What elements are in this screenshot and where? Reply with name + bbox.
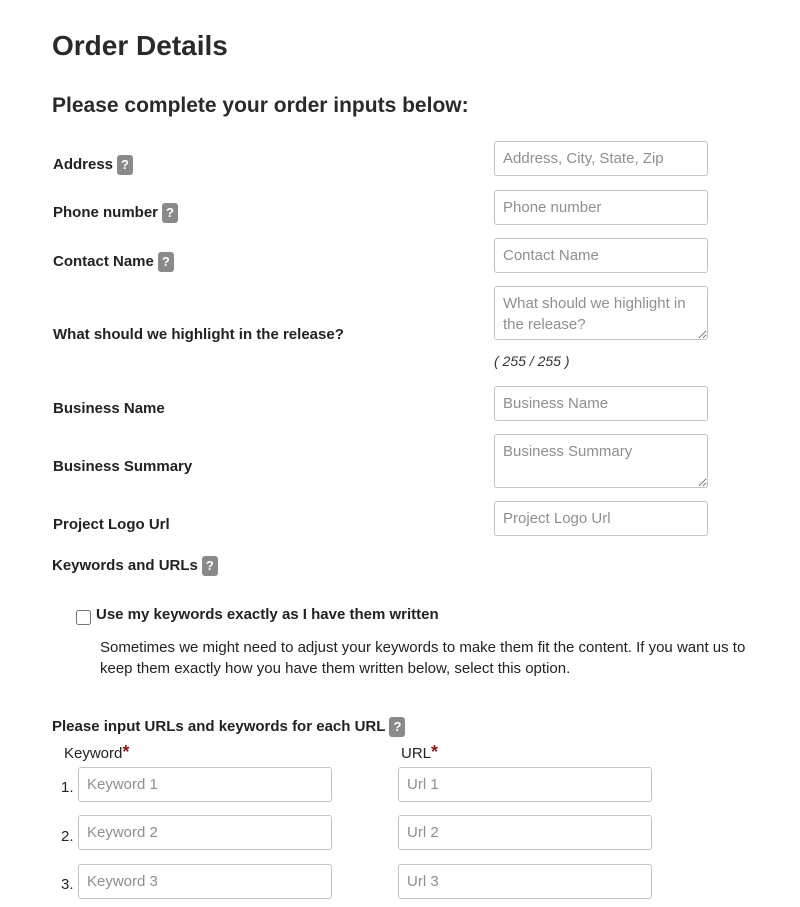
business-summary-textarea[interactable]: [494, 434, 708, 488]
contact-help-icon[interactable]: ?: [158, 252, 174, 272]
row-number: 3.: [61, 876, 74, 893]
business-name-label: Business Name: [53, 400, 165, 417]
keywords-help-icon[interactable]: ?: [202, 556, 218, 576]
exact-keywords-label[interactable]: Use my keywords exactly as I have them written: [96, 606, 439, 623]
keywords-section-label: [52, 556, 218, 576]
contact-name-input[interactable]: [494, 238, 708, 273]
url-keyword-table-label-text: Please input URLs and keywords for each URL: [52, 718, 386, 735]
contact-label: [53, 252, 174, 272]
keywords-section-label-text: Keywords and URLs: [52, 557, 198, 574]
keyword-input-1[interactable]: [78, 767, 332, 802]
business-name-input[interactable]: [494, 386, 708, 421]
url-input-2[interactable]: [398, 815, 652, 850]
url-keyword-help-icon[interactable]: ?: [389, 717, 405, 737]
url-keyword-table-label: [52, 717, 405, 737]
phone-label: [53, 203, 178, 223]
highlight-label: What should we highlight in the release?: [53, 326, 344, 343]
address-input[interactable]: [494, 141, 708, 176]
keyword-header-text: Keyword: [64, 745, 123, 762]
url-header-text: URL: [401, 745, 432, 762]
url-column-header: [401, 742, 439, 762]
form-subtitle: Please complete your order inputs below:: [52, 94, 469, 117]
phone-label-text: Phone number: [53, 204, 159, 221]
keyword-required-mark: *: [122, 742, 130, 762]
keyword-column-header: [64, 742, 130, 762]
address-label-text: Address: [53, 156, 114, 173]
url-input-3[interactable]: [398, 864, 652, 899]
keyword-input-3[interactable]: [78, 864, 332, 899]
highlight-char-counter: ( 255 / 255 ): [494, 353, 570, 369]
url-required-mark: *: [431, 742, 439, 762]
logo-url-label: Project Logo Url: [53, 516, 170, 533]
highlight-textarea[interactable]: [494, 286, 708, 340]
keyword-input-2[interactable]: [78, 815, 332, 850]
contact-label-text: Contact Name: [53, 253, 154, 270]
page-title: Order Details: [52, 30, 228, 61]
exact-keywords-note: Sometimes we might need to adjust your keywords to make them fit the content. If you want us to keep them exactly how you have them written below, select this option.: [100, 639, 746, 677]
logo-url-input[interactable]: [494, 501, 708, 536]
address-label: [53, 155, 133, 175]
row-number: 1.: [61, 779, 74, 796]
url-input-1[interactable]: [398, 767, 652, 802]
address-help-icon[interactable]: ?: [117, 155, 133, 175]
row-number: 2.: [61, 828, 74, 845]
business-summary-label: Business Summary: [53, 458, 193, 475]
phone-help-icon[interactable]: ?: [162, 203, 178, 223]
phone-input[interactable]: [494, 190, 708, 225]
exact-keywords-checkbox[interactable]: [76, 610, 91, 625]
